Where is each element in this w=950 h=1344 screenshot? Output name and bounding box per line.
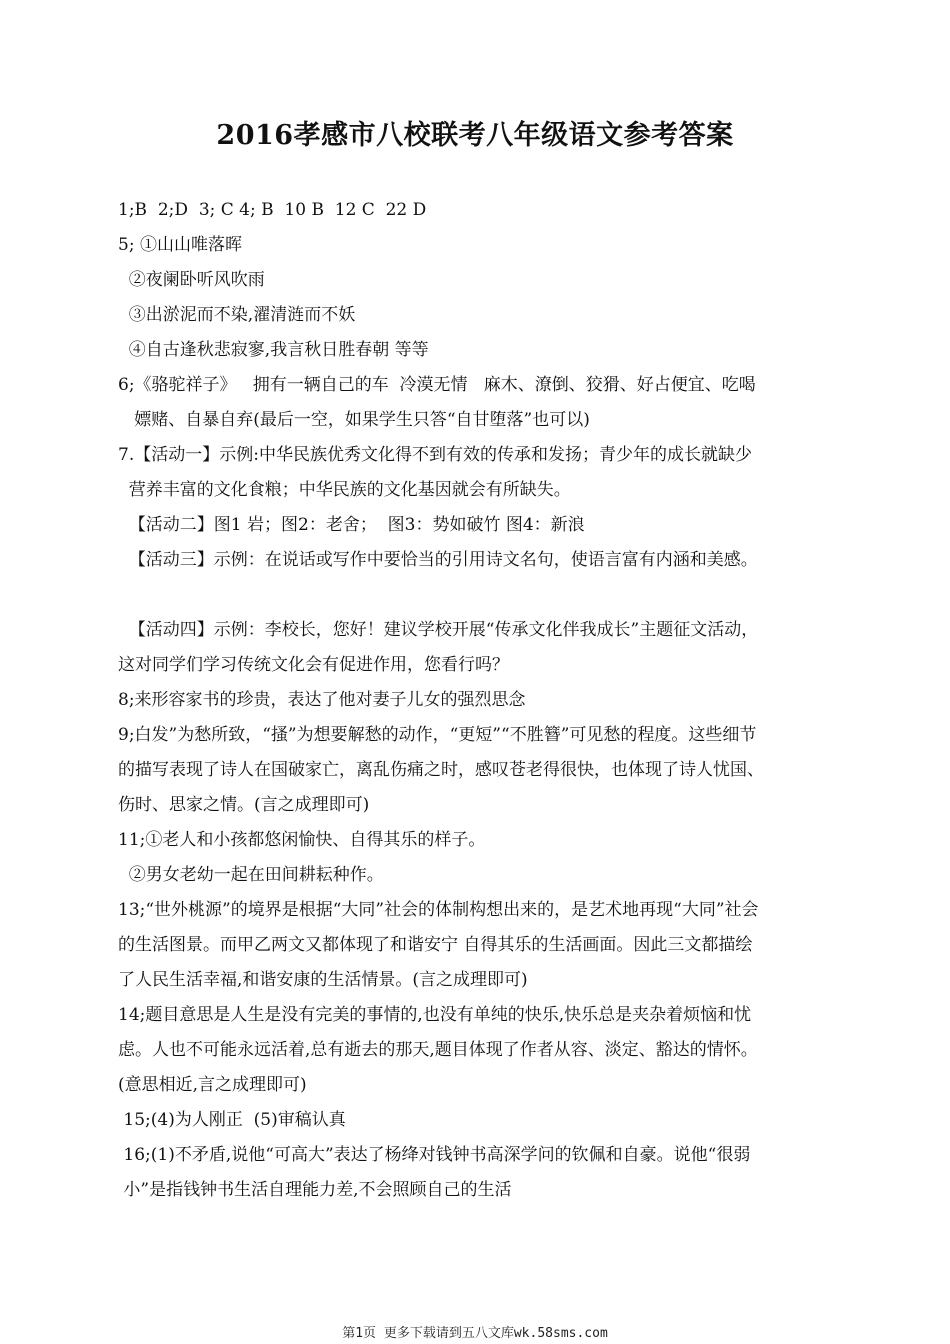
answer-line: 虑。人也不可能永远活着,总有逝去的那天,题目体现了作者从容、淡定、豁达的情怀。 <box>118 1040 758 1060</box>
answer-line: 14;题目意思是人生是没有完美的事情的,也没有单纯的快乐,快乐总是夹杂着烦恼和忧 <box>118 1005 752 1025</box>
answer-line: 的生活图景。而甲乙两文又都体现了和谐安宁 自得其乐的生活画面。因此三文都描绘 <box>118 935 753 955</box>
page-title: 2016孝感市八校联考八年级语文参考答案 <box>216 120 734 151</box>
answer-line: (意思相近,言之成理即可) <box>118 1075 307 1095</box>
answer-line: 16;(1)不矛盾,说他“可高大”表达了杨绛对钱钟书高深学问的钦佩和自豪。说他“很弱 <box>118 1145 751 1165</box>
answer-line: ②夜阑卧听风吹雨 <box>118 270 265 290</box>
answer-line: ④自古逢秋悲寂寥,我言秋日胜春朝 等等 <box>118 340 429 360</box>
answer-line: 【活动三】示例：在说话或写作中要恰当的引用诗文名句，使语言富有内涵和美感。 <box>118 550 758 570</box>
blank-line <box>118 578 848 613</box>
answer-line: ②男女老幼一起在田间耕耘种作。 <box>118 865 384 885</box>
answer-line: 5; ①山山唯落晖 <box>118 235 242 255</box>
page-footer: 第1页 更多下载请到五八文库wk.58sms.com <box>342 1326 608 1341</box>
answer-line: 15;(4)为人刚正 (5)审稿认真 <box>118 1110 346 1130</box>
answer-line: 13;“世外桃源”的境界是根据“大同”社会的体制构想出来的，是艺术地再现“大同”社会 <box>118 900 759 920</box>
answer-body <box>118 193 848 1208</box>
answer-line: 了人民生活幸福,和谐安康的生活情景。(言之成理即可) <box>118 970 528 990</box>
answer-line: 的描写表现了诗人在国破家亡，离乱伤痛之时，感叹苍老得很快，也体现了诗人忧国、 <box>118 760 764 780</box>
answer-line: 11;①老人和小孩都悠闲愉快、自得其乐的样子。 <box>118 830 486 850</box>
answer-line: 8;来形容家书的珍贵，表达了他对妻子儿女的强烈思念 <box>118 690 526 710</box>
answer-line: ③出淤泥而不染,濯清涟而不妖 <box>118 305 356 325</box>
answer-line: 9;白发”为愁所致，“搔”为想要解愁的动作，“更短”“不胜簪”可见愁的程度。这些细节 <box>118 725 757 745</box>
answer-line: 6;《骆驼祥子》 拥有一辆自己的车 冷漠无情 麻木、潦倒、狡猾、好占便宜、吃喝 <box>118 375 756 395</box>
answer-line: 嫖赌、自暴自弃(最后一空，如果学生只答“自甘堕落”也可以) <box>118 410 590 430</box>
answer-line: 营养丰富的文化食粮；中华民族的文化基因就会有所缺失。 <box>118 480 571 500</box>
answer-line: 这对同学们学习传统文化会有促进作用，您看行吗？ <box>118 655 509 675</box>
answer-line: 【活动四】示例：李校长，您好！建议学校开展“传承文化伴我成长”主题征文活动， <box>118 620 759 640</box>
answer-line: 【活动二】图1 岩；图2：老舍； 图3：势如破竹 图4：新浪 <box>118 515 585 535</box>
answer-line: 7.【活动一】示例:中华民族优秀文化得不到有效的传承和发扬；青少年的成长就缺少 <box>118 445 752 465</box>
answer-line: 小”是指钱钟书生活自理能力差,不会照顾自己的生活 <box>118 1180 512 1200</box>
answer-line: 1;B 2;D 3; C 4; B 10 B 12 C 22 D <box>118 200 427 220</box>
answer-line: 伤时、思家之情。(言之成理即可) <box>118 795 370 815</box>
